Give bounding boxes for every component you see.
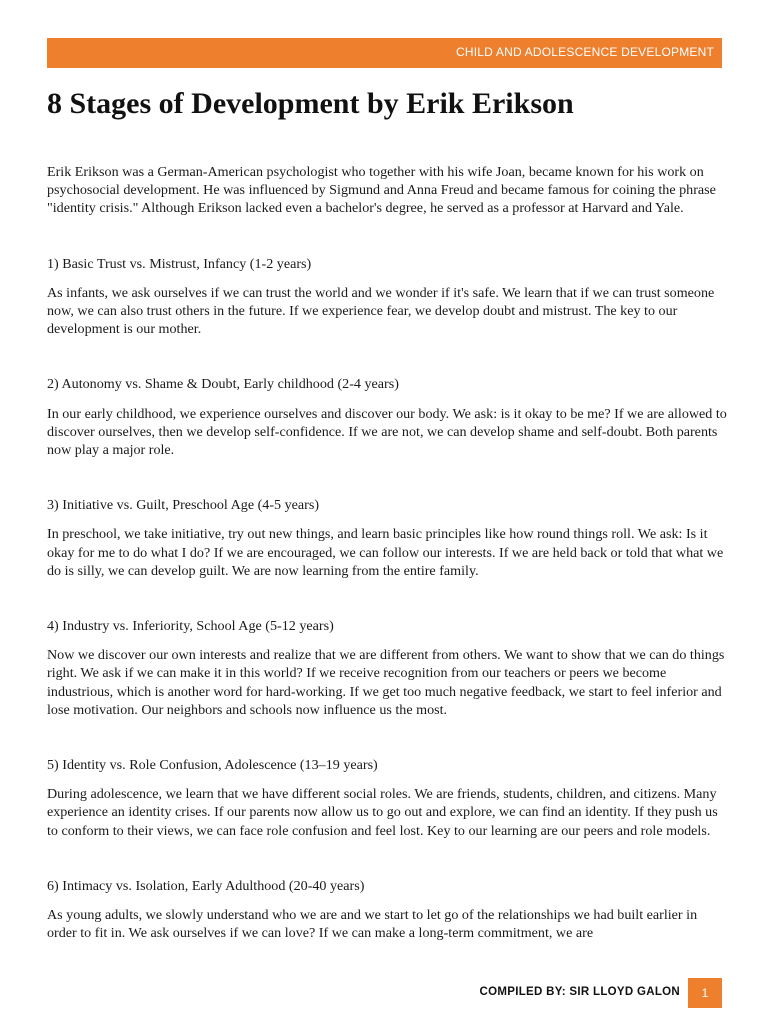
stage-4-body: Now we discover our own interests and realize that we are different from others. We want to show that we can do things right. We ask if we can make it in this world? If we receive recognition from our teachers or peers we become industrious, which is another word for hard-working. If we get too much negative feedback, we start to feel inferior and lose motivation. Our neighbors and schools now influence us the most. [47, 647, 725, 718]
stage-6-heading: 6) Intimacy vs. Isolation, Early Adulthood (20-40 years) [47, 877, 365, 894]
page-number: 1 [688, 978, 722, 1008]
stage-6-body: As young adults, we slowly understand who we are and we start to let go of the relationships we had built earlier in order to fit in. We ask ourselves if we can love? If we can make a long-term commitment, we are [47, 907, 698, 942]
header-band [47, 38, 722, 68]
stage-5-heading: 5) Identity vs. Role Confusion, Adolescence (13–19 years) [47, 757, 378, 774]
stage-5-body: During adolescence, we learn that we have different social roles. We are friends, students, children, and citizens. Many experience an identity crises. If our parents now allow us to go out and explore, we can find an identity. If they push us to conform to their views, we can face role confusion and feel lost. Key to our learning are our peers and role models. [47, 786, 718, 839]
page-title: 8 Stages of Development by Erik Erikson [47, 87, 574, 120]
stage-1-body: As infants, we ask ourselves if we can trust the world and we wonder if it's safe. We learn that if we can trust someone now, we can also trust others in the future. If we experience fear, we develop doubt and mistrust. The key to our development is our mother. [47, 284, 715, 338]
footer-compiled-by: COMPILED BY: SIR LLOYD GALON [479, 986, 680, 998]
running-header: CHILD AND ADOLESCENCE DEVELOPMENT [456, 45, 714, 59]
intro-paragraph: Erik Erikson was a German-American psychologist who together with his wife Joan, became known for his work on psychosocial development. He was influenced by Sigmund and Anna Freud and became famous for coining the phrase "identity crisis." Although Erikson lacked even a bachelor's degree, he served as a professor at Harvard and Yale. [47, 164, 716, 217]
stage-4-heading: 4) Industry vs. Inferiority, School Age (5-12 years) [47, 618, 334, 635]
stage-3-heading: 3) Initiative vs. Guilt, Preschool Age (4-5 years) [47, 497, 320, 514]
stage-1-heading: 1) Basic Trust vs. Mistrust, Infancy (1-2 years) [47, 255, 312, 272]
stage-3-body: In preschool, we take initiative, try out new things, and learn basic principles like how round things roll. We ask: Is it okay for me to do what I do? If we are encouraged, we can follow our interests. If we are held back or told that what we do is silly, we can develop guilt. We are now learning from the entire family. [47, 526, 724, 579]
document-body [47, 163, 727, 942]
stage-2-body: In our early childhood, we experience ourselves and discover our body. We ask: is it okay to be me? If we are allowed to discover ourselves, then we develop self-confidence. If we are not, we can develop shame and self-doubt. Both parents now play a major role. [47, 405, 727, 459]
stage-2-heading: 2) Autonomy vs. Shame & Doubt, Early childhood (2-4 years) [47, 376, 399, 393]
